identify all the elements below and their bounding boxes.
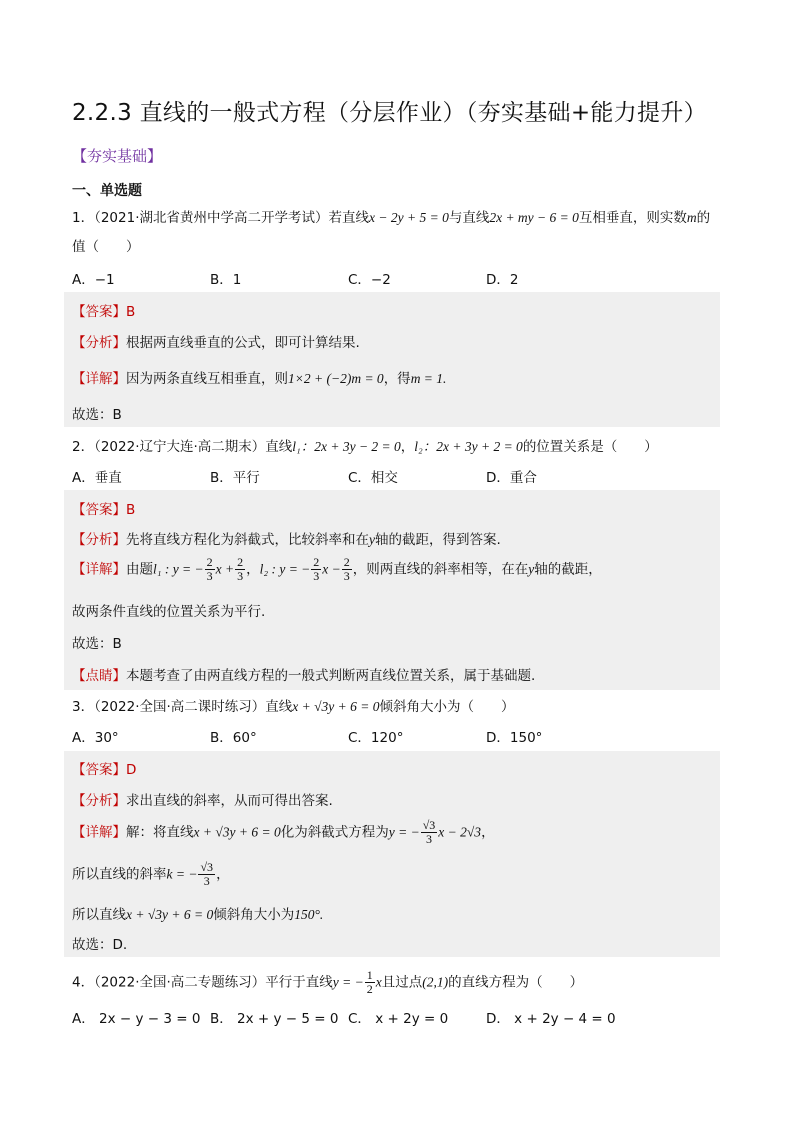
q4-option-a[interactable]: A． 2x − y − 3 = 0 [72, 1011, 201, 1027]
q2-choose: 故选：B [72, 636, 122, 652]
q1-option-b[interactable]: B．1 [210, 272, 242, 288]
fraction: $\frac{√3}{3}$ [200, 860, 214, 888]
q4-option-d[interactable]: D． x + 2y − 4 = 0 [486, 1011, 616, 1027]
q3-slope: 所以直线的斜率k = − $\frac{√3}{3}$ ， [72, 860, 230, 888]
q3-option-c[interactable]: C．120° [348, 730, 404, 746]
q1-eq1: x − 2y + 5 = 0 [369, 210, 449, 225]
q1-eq2: 2x + my − 6 = 0 [489, 210, 579, 225]
q3-option-b[interactable]: B．60° [210, 730, 257, 746]
q3-analysis: 【分析】求出直线的斜率，从而可得出答案. [72, 793, 333, 809]
q2-detail-line2: 故两条件直线的位置关系为平行. [72, 604, 266, 620]
section-heading: 一、单选题 [72, 183, 142, 199]
q1-stem: 1．（2021·湖北省黄州中学高二开学考试）若直线x − 2y + 5 = 0与直线2x + my − 6 = 0互相垂直，则实数m的 [72, 210, 711, 226]
q2-stem: 2．（2022·辽宁大连·高二期末）直线l₁：2x + 3y − 2 = 0，l₂：2x + 3y + 2 = 0的位置关系是（ ） [72, 439, 658, 455]
q2-analysis: 【分析】先将直线方程化为斜截式，比较斜率和在y轴的截距，得到答案. [72, 532, 501, 548]
q2-option-b[interactable]: B．平行 [210, 470, 260, 486]
q1-stem-line2: 值（ ） [72, 239, 140, 255]
q4-option-c[interactable]: C． x + 2y = 0 [348, 1011, 449, 1027]
q2-l1: l₁：2x + 3y − 2 = 0 [292, 439, 401, 454]
q4-option-b[interactable]: B． 2x + y − 5 = 0 [210, 1011, 339, 1027]
q3-option-d[interactable]: D．150° [486, 730, 543, 746]
q1-analysis: 【分析】根据两直线垂直的公式，即可计算结果. [72, 335, 360, 351]
q2-note: 【点睛】本题考查了由两直线方程的一般式判断两直线位置关系，属于基础题. [72, 668, 536, 684]
q3-eq: x + √3y + 6 = 0 [292, 699, 380, 714]
q3-option-a[interactable]: A．30° [72, 730, 119, 746]
q3-stem: 3．（2022·全国·高二课时练习）直线x + √3y + 6 = 0倾斜角大小为（ ） [72, 699, 515, 715]
q2-option-d[interactable]: D．重合 [486, 470, 537, 486]
fraction: $\frac{2}{3}$ [206, 555, 213, 583]
q2-option-a[interactable]: A．垂直 [72, 470, 122, 486]
q4-stem: 4．（2022·全国·高二专题练习）平行于直线y = − $\frac{1}{2}$ x且过点(2,1)的直线方程为（ ） [72, 968, 584, 996]
q2-option-c[interactable]: C．相交 [348, 470, 398, 486]
q1-option-d[interactable]: D．2 [486, 272, 519, 288]
q1-option-a[interactable]: A．−1 [72, 272, 115, 288]
q3-angle: 所以直线x + √3y + 6 = 0倾斜角大小为150°. [72, 907, 324, 923]
q1-answer: 【答案】B [72, 304, 136, 320]
fraction: $\frac{√3}{3}$ [422, 818, 436, 846]
q1-option-c[interactable]: C．−2 [348, 272, 391, 288]
fraction: $\frac{2}{3}$ [237, 555, 244, 583]
q3-answer: 【答案】D [72, 762, 137, 778]
q1-solution-box [64, 292, 720, 427]
q3-solution-box [64, 751, 720, 957]
q3-detail: 【详解】解：将直线x + √3y + 6 = 0化为斜截式方程为y = − $\frac{√3}{3}$ x − 2√3， [72, 818, 495, 846]
fraction: $\frac{1}{2}$ [366, 968, 373, 996]
q2-l2: l₂：2x + 3y + 2 = 0 [414, 439, 523, 454]
q2-answer: 【答案】B [72, 502, 136, 518]
section-tag: 【夯实基础】 [72, 147, 163, 165]
q1-detail: 【详解】因为两条直线互相垂直，则1×2 + (−2)m = 0，得m = 1. [72, 371, 447, 387]
q2-detail: 【详解】由题l₁ : y = − $\frac{2}{3}$ x + $\frac{2}{3}$ ，l₂ : y = − $\frac{2}{3}$ x − $\frac{2}{3}$ ，则两直线的斜率相等，在在y轴的截距， [72, 555, 602, 583]
fraction: $\frac{2}{3}$ [343, 555, 350, 583]
q2-solution-box [64, 490, 720, 690]
page-title: 2.2.3 直线的一般式方程（分层作业）（夯实基础+能力提升） [72, 100, 707, 126]
q3-choose: 故选：D. [72, 937, 128, 953]
q1-choose: 故选：B [72, 407, 122, 423]
fraction: $\frac{2}{3}$ [313, 555, 320, 583]
